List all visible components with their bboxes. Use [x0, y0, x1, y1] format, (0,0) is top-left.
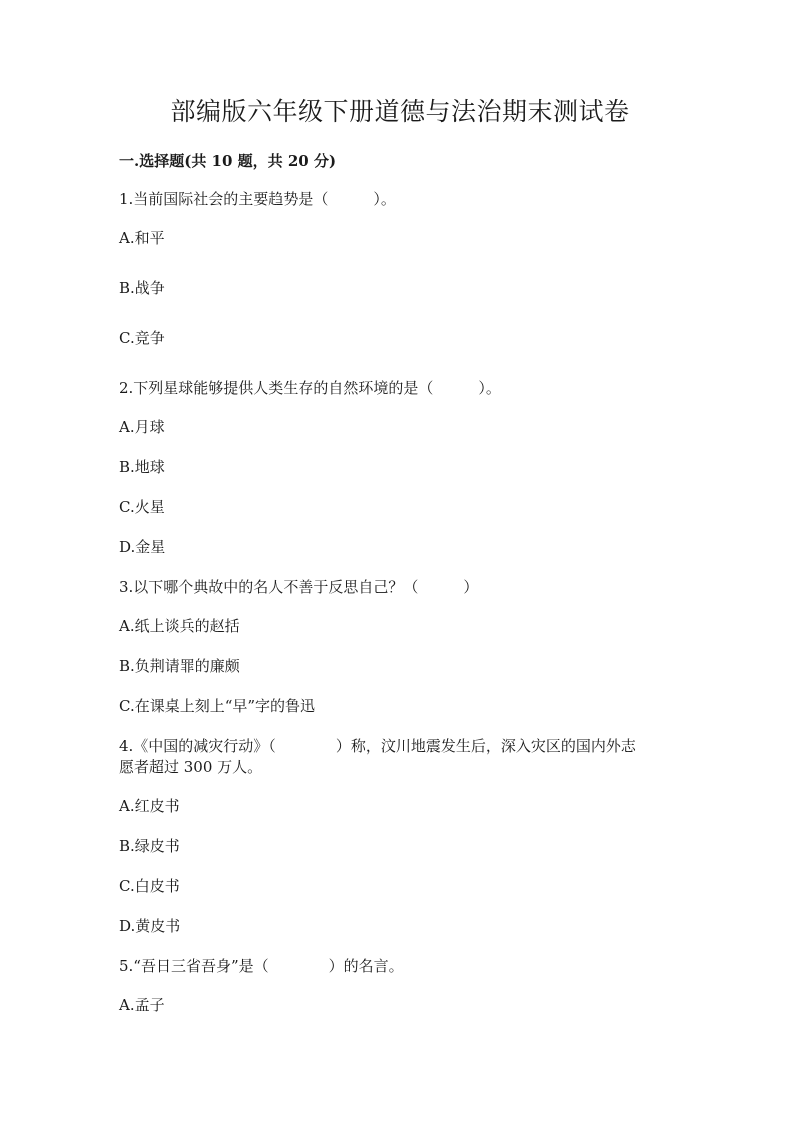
question-2-option-d: D.金星	[119, 538, 166, 556]
question-4-option-a: A.红皮书	[119, 797, 180, 815]
question-4-stem-line-1: 4.《中国的减灾行动》（ ）称，汶川地震发生后，深入灾区的国内外志	[119, 737, 636, 755]
question-1-option-b: B.战争	[119, 279, 165, 297]
question-3-option-b: B.负荆请罪的廉颇	[119, 657, 240, 675]
question-1-option-a: A.和平	[119, 229, 165, 247]
question-5-option-a: A.孟子	[119, 996, 165, 1014]
question-4-option-c: C.白皮书	[119, 877, 180, 895]
question-4-option-b: B.绿皮书	[119, 837, 180, 855]
question-2-option-a: A.月球	[119, 418, 165, 436]
question-2-stem: 2.下列星球能够提供人类生存的自然环境的是（ ）。	[119, 379, 501, 397]
section-heading: 一.选择题(共 10 题，共 20 分)	[119, 152, 337, 170]
question-5-stem: 5.“吾日三省吾身”是（ ）的名言。	[119, 957, 404, 975]
question-1-option-c: C.竞争	[119, 329, 165, 347]
question-4-option-d: D.黄皮书	[119, 917, 181, 935]
question-2-option-c: C.火星	[119, 498, 165, 516]
question-3-stem: 3.以下哪个典故中的名人不善于反思自己？（ ）	[119, 578, 479, 596]
question-4-stem-line-2: 愿者超过 300 万人。	[119, 758, 263, 776]
document-title: 部编版六年级下册道德与法治期末测试卷	[170, 97, 630, 126]
question-1-stem: 1.当前国际社会的主要趋势是（ ）。	[119, 190, 396, 208]
question-3-option-c: C.在课桌上刻上“早”字的鲁迅	[119, 697, 316, 715]
question-3-option-a: A.纸上谈兵的赵括	[119, 617, 240, 635]
question-2-option-b: B.地球	[119, 458, 165, 476]
